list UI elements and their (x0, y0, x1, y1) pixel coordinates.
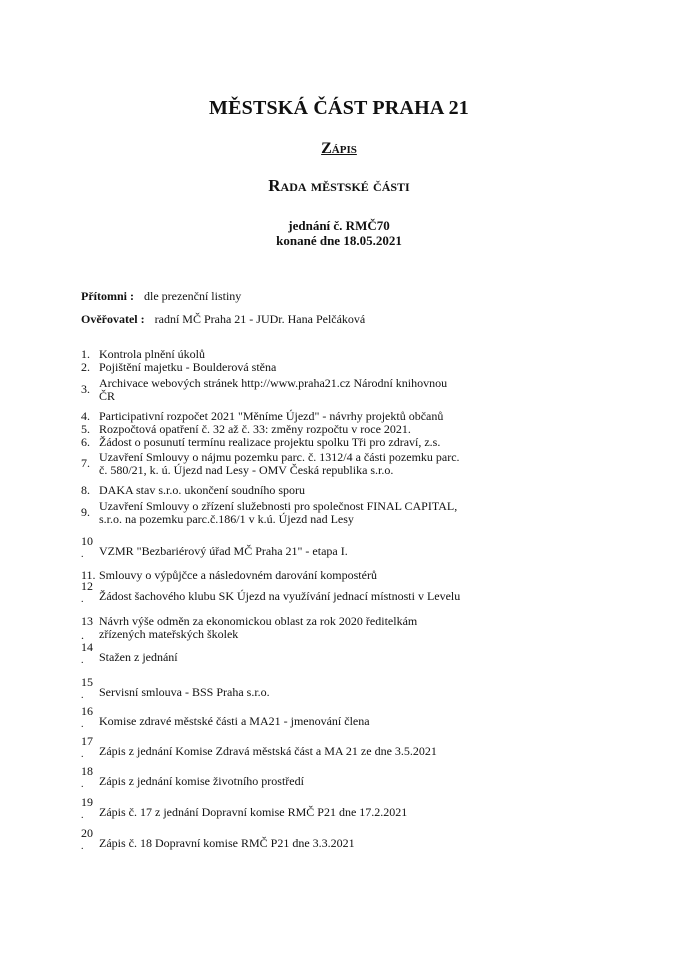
agenda-item-number: 7. (81, 456, 90, 470)
agenda-item-text (99, 806, 539, 819)
agenda-number-dot: . (81, 779, 84, 790)
meeting-info (0, 218, 678, 248)
agenda-number-dot: . (81, 549, 84, 560)
meeting-number: jednání č. RMČ70 (288, 218, 390, 233)
agenda-item-number: 8. (81, 483, 90, 497)
agenda-item-line: Návrh výše odměn za ekonomickou oblast za rok 2020 ředitelkám (99, 614, 418, 628)
agenda-number-dot: . (81, 690, 84, 701)
agenda-item-number: 19 (81, 795, 93, 809)
agenda-item-line: Žádost šachového klubu SK Újezd na využívání jednací místnosti v Levelu (99, 589, 461, 603)
agenda-item-number: 4. (81, 409, 90, 423)
agenda-item-number: 3. (81, 382, 90, 396)
agenda-item-line: VZMR "Bezbariérový úřad MČ Praha 21" - etapa I. (99, 544, 348, 558)
agenda-item-line: s.r.o. na pozemku parc.č.186/1 v k.ú. Újezd nad Lesy (99, 512, 354, 526)
agenda-item-text (99, 569, 539, 582)
agenda-number-dot: . (81, 594, 84, 605)
agenda-item-text (99, 451, 539, 477)
agenda-item-text (99, 377, 539, 403)
agenda-item-line: Komise zdravé městské části a MA21 - jmenování člena (99, 714, 370, 728)
agenda-item-line: Uzavření Smlouvy o zřízení služebnosti pro společnost FINAL CAPITAL, (99, 499, 458, 513)
agenda-item-number: 16 (81, 704, 93, 718)
meeting-date: konané dne 18.05.2021 (276, 233, 402, 248)
attendees-label: Přítomni : (81, 289, 134, 303)
agenda-item-number: 10 (81, 534, 93, 548)
agenda-item-number: 17 (81, 734, 93, 748)
agenda-item-line: zřízených mateřských školek (99, 627, 239, 641)
agenda-item-line: Zápis z jednání Komise Zdravá městská část a MA 21 ze dne 3.5.2021 (99, 744, 437, 758)
attendees-row (81, 289, 241, 304)
agenda-item-text (99, 484, 539, 497)
agenda-item-line: Pojištění majetku - Boulderová stěna (99, 360, 277, 374)
agenda-item-text (99, 775, 539, 788)
agenda-item-text (99, 361, 539, 374)
agenda-item-number: 5. (81, 422, 90, 436)
agenda-item-line: Rozpočtová opatření č. 32 až č. 33: změny rozpočtu v roce 2021. (99, 422, 411, 436)
agenda-item-line: Zápis č. 17 z jednání Dopravní komise RMČ P21 dne 17.2.2021 (99, 805, 408, 819)
agenda-item-line: Zápis z jednání komise životního prostředí (99, 774, 304, 788)
agenda-item-text (99, 651, 539, 664)
agenda-number-dot: . (81, 810, 84, 821)
agenda-item-line: DAKA stav s.r.o. ukončení soudního sporu (99, 483, 305, 497)
agenda-item-number: 11. (81, 568, 96, 582)
council-heading: Rada městské části (268, 176, 410, 195)
agenda-item-line: Kontrola plnění úkolů (99, 347, 205, 361)
agenda-item-number: 15 (81, 675, 93, 689)
agenda-item-line: Stažen z jednání (99, 650, 178, 664)
agenda-item-line: Archivace webových stránek http://www.praha21.cz Národní knihovnou (99, 376, 448, 390)
agenda-item-text (99, 500, 539, 526)
document-title: MĚSTSKÁ ČÁST PRAHA 21 (209, 97, 469, 119)
agenda-item-text (99, 436, 539, 449)
agenda-item-number: 14 (81, 640, 93, 654)
verifier-value: radní MČ Praha 21 - JUDr. Hana Pelčáková (154, 312, 366, 326)
verifier-label: Ověřovatel : (81, 312, 145, 326)
agenda-number-dot: . (81, 719, 84, 730)
agenda-number-dot: . (81, 628, 84, 642)
agenda-item-line: Participativní rozpočet 2021 "Měníme Újezd" - návrhy projektů občanů (99, 409, 444, 423)
agenda-item-number: 2. (81, 360, 90, 374)
agenda-number-dot: . (81, 749, 84, 760)
agenda-item-line: Žádost o posunutí termínu realizace projektu spolku Tři pro zdraví, z.s. (99, 435, 441, 449)
agenda-item-text (99, 686, 539, 699)
attendees-value: dle prezenční listiny (144, 289, 242, 303)
agenda-item-number: 12 (81, 579, 93, 593)
agenda-item-number: 1. (81, 347, 90, 361)
agenda-item-number: 9. (81, 505, 90, 519)
agenda-item-text (99, 745, 539, 758)
agenda-item-text (99, 545, 539, 558)
agenda-number-dot: . (81, 841, 84, 852)
agenda-item-text (99, 590, 539, 603)
agenda-item-line: Uzavření Smlouvy o nájmu pozemku parc. č. 1312/4 a části pozemku parc. (99, 450, 460, 464)
agenda-item-text (99, 837, 539, 850)
document-type: Zápis (321, 140, 357, 157)
agenda-item-text (99, 615, 539, 641)
agenda-item-number: 18 (81, 764, 93, 778)
agenda-item-text (99, 715, 539, 728)
agenda-item-number: 6. (81, 435, 90, 449)
agenda-item-number: 20 (81, 826, 93, 840)
agenda-item-number: 13 (81, 614, 93, 628)
agenda-number-dot: . (81, 655, 84, 666)
agenda-item-line: ČR (99, 389, 116, 403)
agenda-item-line: č. 580/21, k. ú. Újezd nad Lesy - OMV Česká republika s.r.o. (99, 463, 394, 477)
verifier-row (81, 312, 365, 327)
agenda-item-line: Smlouvy o výpůjčce a následovném darování kompostérů (99, 568, 377, 582)
agenda-item-line: Zápis č. 18 Dopravní komise RMČ P21 dne 3.3.2021 (99, 836, 355, 850)
agenda-item-line: Servisní smlouva - BSS Praha s.r.o. (99, 685, 270, 699)
